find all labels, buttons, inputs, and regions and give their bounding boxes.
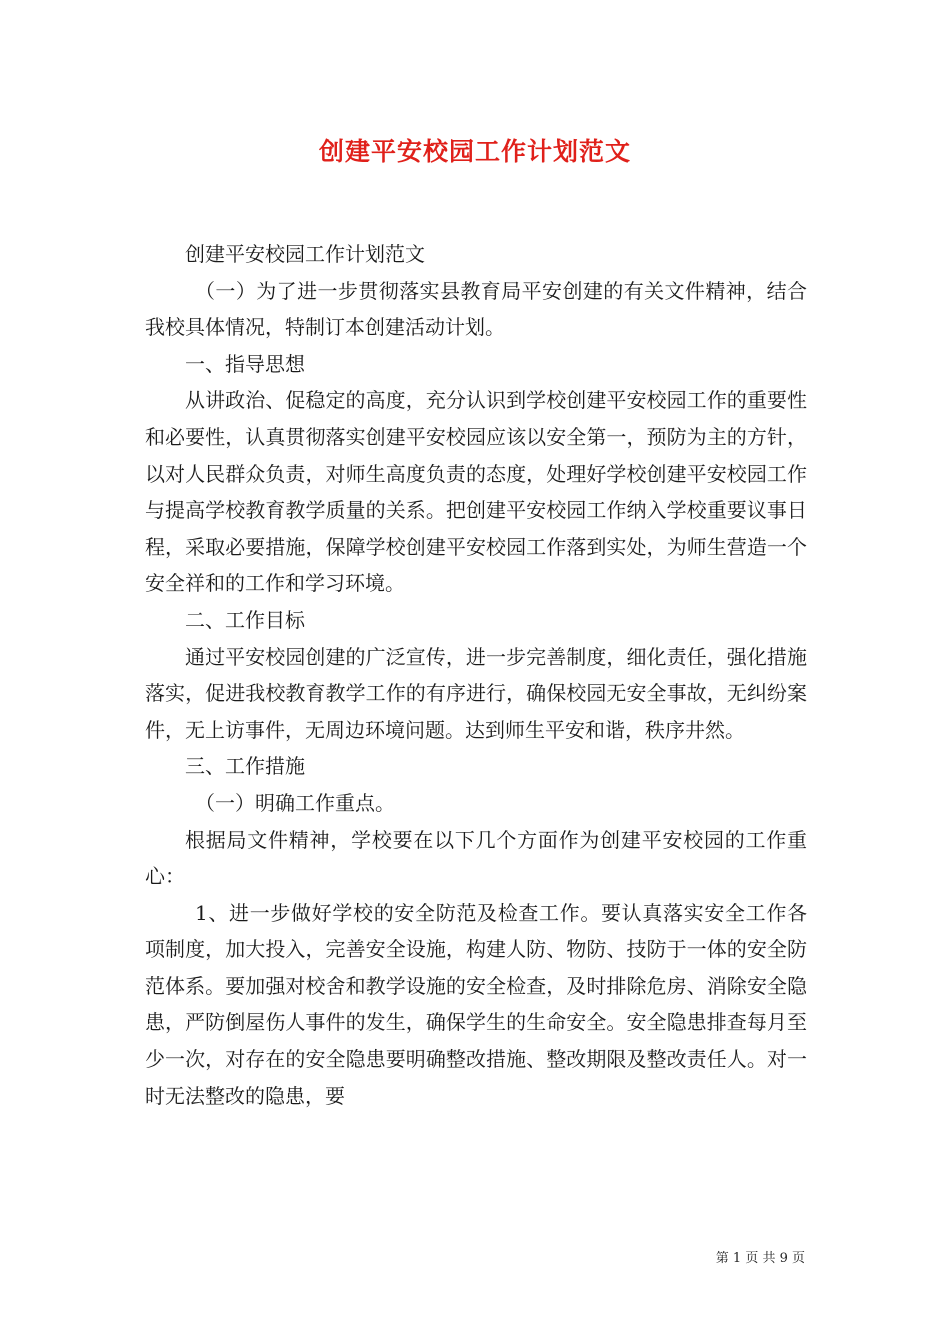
subsection-heading: （一）明确工作重点。 xyxy=(195,790,395,815)
document-title: 创建平安校园工作计划范文 xyxy=(318,137,631,166)
paragraph: （一）为了进一步贯彻落实县教育局平安创建的有关文件精神，结合我校具体情况，特制订本创建活动计划。 xyxy=(145,278,807,340)
paragraph: 从讲政治、促稳定的高度，充分认识到学校创建平安校园工作的重要性和必要性，认真贯彻落实创建平安校园应该以安全第一，预防为主的方针，以对人民群众负责，对师生高度负责的态度，处理好学校创建平安校园工作与提高学校教育教学质量的关系。把创建平安校园工作纳入学校重要议事日程，采取必要措施，保障学校创建平安校园工作落到实处，为师生营造一个安全祥和的工作和学习环境。 xyxy=(145,388,807,596)
paragraph: 创建平安校园工作计划范文 xyxy=(185,242,425,266)
paragraph: 根据局文件精神，学校要在以下几个方面作为创建平安校园的工作重心： xyxy=(145,827,807,889)
section-heading: 一、指导思想 xyxy=(185,351,305,376)
page-number: 第 1 页 共 9 页 xyxy=(715,1251,805,1266)
document-body xyxy=(145,236,807,1114)
section-heading: 二、工作目标 xyxy=(185,607,305,632)
paragraph: 1、进一步做好学校的安全防范及检查工作。要认真落实安全工作各项制度，加大投入，完善安全设施，构建人防、物防、技防于一体的安全防范体系。要加强对校舍和教学设施的安全检查，及时排除危房、消除安全隐患，严防倒屋伤人事件的发生，确保学生的生命安全。安全隐患排查每月至少一次，对存在的安全隐患要明确整改措施、整改期限及整改责任人。对一时无法整改的隐患，要 xyxy=(145,900,807,1108)
section-heading: 三、工作措施 xyxy=(185,754,305,779)
paragraph: 通过平安校园创建的广泛宣传，进一步完善制度，细化责任，强化措施落实，促进我校教育教学工作的有序进行，确保校园无安全事故，无纠纷案件，无上访事件，无周边环境问题。达到师生平安和谐，秩序井然。 xyxy=(145,644,807,742)
